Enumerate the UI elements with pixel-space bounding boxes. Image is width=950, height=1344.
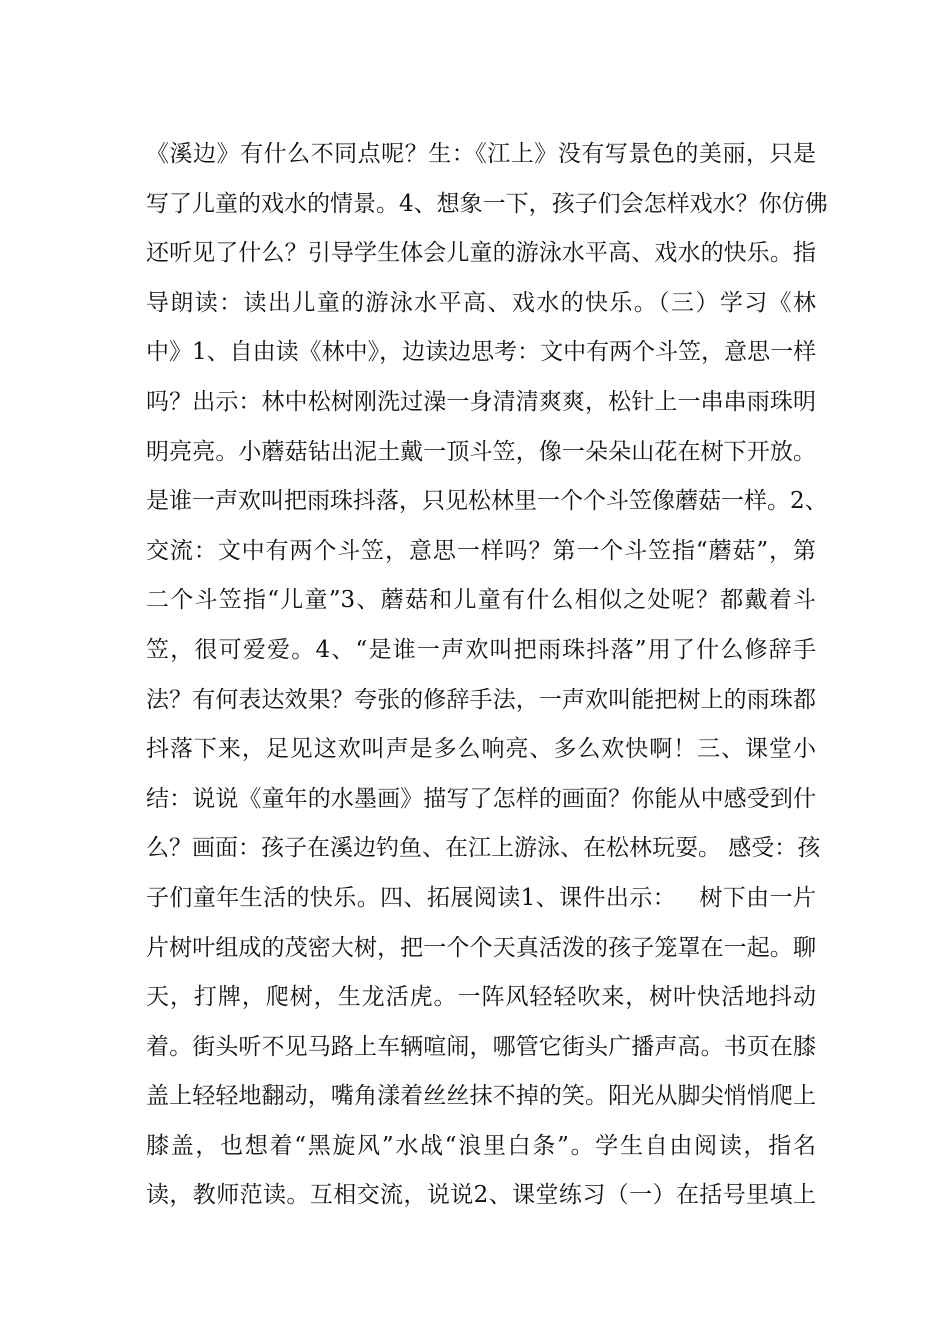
text-line-7: 明亮亮。小蘑菇钻出泥土戴一顶斗笠，像一朵朵山花在树下开放。 xyxy=(146,438,816,465)
text-line-22: 读，教师范读。互相交流，说说2、课堂练习（一）在括号里填上 xyxy=(146,1182,816,1209)
text-line-12: 法？有何表达效果？夸张的修辞手法，一声欢叫能把树上的雨珠都 xyxy=(146,686,816,713)
text-line-1: 《溪边》有什么不同点呢？生：《江上》没有写景色的美丽，只是 xyxy=(146,141,816,167)
text-line-21: 膝盖，也想着“黑旋风”水战“浪里白条”。学生自由阅读，指名 xyxy=(146,1132,816,1159)
text-line-13: 抖落下来，足见这欢叫声是多么响亮、多么欢快啊！三、课堂小 xyxy=(146,736,816,763)
text-line-16: 子们童年生活的快乐。四、拓展阅读1、课件出示： 树下由一片 xyxy=(146,884,816,911)
text-line-5: 中》1、自由读《林中》，边读边思考：文中有两个斗笠，意思一样 xyxy=(146,339,817,366)
text-line-6: 吗？出示：林中松树刚洗过澡一身清清爽爽，松针上一串串雨珠明 xyxy=(146,388,816,415)
text-line-17: 片树叶组成的茂密大树，把一个个天真活泼的孩子笼罩在一起。聊 xyxy=(146,934,816,961)
text-line-2: 写了儿童的戏水的情景。4、想象一下，孩子们会怎样戏水？你仿佛 xyxy=(146,190,828,217)
text-line-18: 天，打牌，爬树，生龙活虎。一阵风轻轻吹来，树叶快活地抖动 xyxy=(146,984,816,1011)
text-line-3: 还听见了什么？引导学生体会儿童的游泳水平高、戏水的快乐。指 xyxy=(146,240,816,267)
text-line-11: 笠，很可爱爱。4、“是谁一声欢叫把雨珠抖落”用了什么修辞手 xyxy=(146,636,816,663)
body-text xyxy=(146,130,828,1221)
text-line-14: 结：说说《童年的水墨画》描写了怎样的画面？你能从中感受到什 xyxy=(146,785,816,812)
text-line-19: 着。街头听不见马路上车辆喧闹，哪管它街头广播声高。书页在膝 xyxy=(146,1033,816,1060)
text-line-15: 么？画面：孩子在溪边钓鱼、在江上游泳、在松林玩耍。 感受：孩 xyxy=(146,835,821,862)
text-line-10: 二个斗笠指“儿童”3、蘑菇和儿童有什么相似之处呢？都戴着斗 xyxy=(146,587,816,614)
text-line-8: 是谁一声欢叫把雨珠抖落，只见松林里一个个斗笠像蘑菇一样。2、 xyxy=(146,488,828,515)
text-line-9: 交流：文中有两个斗笠，意思一样吗？第一个斗笠指“蘑菇”，第 xyxy=(146,537,816,564)
text-line-4: 导朗读：读出儿童的游泳水平高、戏水的快乐。（三）学习《林 xyxy=(146,289,816,316)
text-line-20: 盖上轻轻地翻动，嘴角漾着丝丝抹不掉的笑。阳光从脚尖悄悄爬上 xyxy=(146,1083,816,1110)
